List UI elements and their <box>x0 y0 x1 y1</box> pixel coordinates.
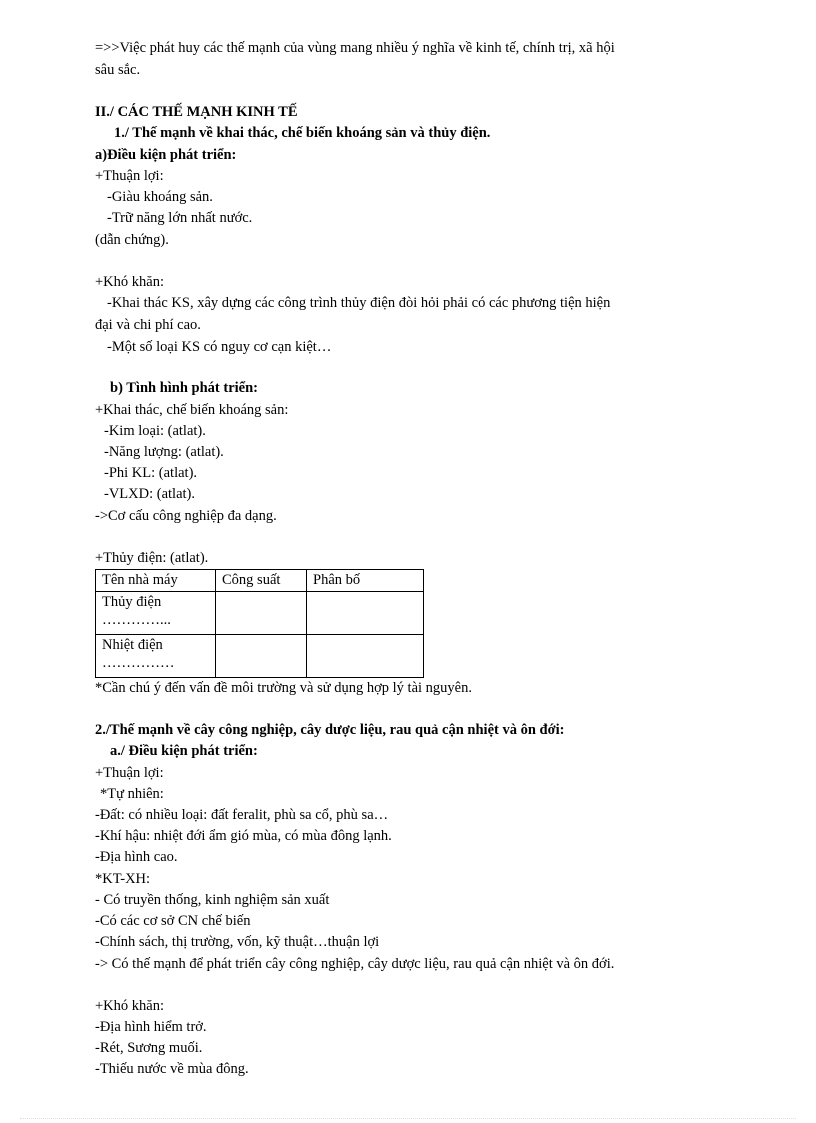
part1-dan-chung: (dẫn chứng). <box>95 232 169 248</box>
part1-kt-item: -Kim loại: (atlat). <box>104 423 206 439</box>
part2-tu-nhien: *Tự nhiên: <box>100 786 164 802</box>
part1-kt-item: -Phi KL: (atlat). <box>104 465 198 481</box>
page-bottom-rule <box>20 1118 796 1119</box>
plant-name: Nhiệt điện <box>102 637 163 653</box>
part1-kt-item: -VLXD: (atlat). <box>104 486 195 502</box>
part1-kk-line: -Khai thác KS, xây dựng các công trình thủy điện đòi hỏi phải có các phương tiện hiện <box>107 295 611 311</box>
part2-kk-item: -Thiếu nước về mùa đông. <box>95 1061 249 1077</box>
part2-tn-item: -Đất: có nhiều loại: đất feralit, phù sa cổ, phù sa… <box>95 807 389 823</box>
plant-name: Thủy điện <box>102 594 162 610</box>
table-header-cell: Tên nhà máy <box>96 570 216 592</box>
part1-kt-item: -Năng lượng: (atlat). <box>104 444 224 460</box>
part2-thuan-loi: +Thuận lợi: <box>95 765 164 781</box>
table-cell-capacity <box>216 592 307 635</box>
part2-ktxh-item: -Chính sách, thị trường, vốn, kỹ thuật…thuận lợi <box>95 934 380 950</box>
table-header-cell: Phân bố <box>307 570 424 592</box>
part1-b-heading: b) Tình hình phát triển: <box>110 380 259 396</box>
part1-kk-line: đại và chi phí cao. <box>95 317 201 333</box>
part2-tn-item: -Địa hình cao. <box>95 849 178 865</box>
plant-dots: …………… <box>102 655 175 671</box>
part1-thuan-loi: +Thuận lợi: <box>95 168 164 184</box>
part1-title: 1./ Thế mạnh về khai thác, chế biến khoáng sản và thủy điện. <box>114 125 491 141</box>
part1-tl-item: -Giàu khoáng sản. <box>107 189 213 205</box>
part2-kho-khan: +Khó khăn: <box>95 998 164 1014</box>
part1-note: *Cần chú ý đến vấn đề môi trường và sử dụng hợp lý tài nguyên. <box>95 680 472 696</box>
part1-thuy-dien: +Thủy điện: (atlat). <box>95 550 209 566</box>
part2-title: 2./Thế mạnh về cây công nghiệp, cây dược liệu, rau quả cận nhiệt và ôn đới: <box>95 722 565 738</box>
part2-ktxh-item: -Có các cơ sở CN chế biến <box>95 913 251 929</box>
part2-conclusion: -> Có thế mạnh để phát triển cây công nghiệp, cây dược liệu, rau quả cận nhiệt và ôn đới. <box>95 956 615 972</box>
table-row <box>96 592 424 635</box>
part1-co-cau: ->Cơ cấu công nghiệp đa dạng. <box>95 508 277 524</box>
power-plant-table <box>95 569 424 678</box>
part1-tl-item: -Trữ năng lớn nhất nước. <box>107 210 253 226</box>
table-row <box>96 635 424 678</box>
part2-kk-item: -Địa hình hiểm trở. <box>95 1019 207 1035</box>
part1-khai-thac: +Khai thác, chế biến khoáng sản: <box>95 402 289 418</box>
section-heading: II./ CÁC THẾ MẠNH KINH TẾ <box>95 104 298 120</box>
part2-kk-item: -Rét, Sương muối. <box>95 1040 203 1056</box>
part2-kt-xh: *KT-XH: <box>95 871 151 887</box>
part2-ktxh-item: - Có truyền thống, kinh nghiệm sản xuất <box>95 892 330 908</box>
table-header-cell: Công suất <box>216 570 307 592</box>
table-cell-location <box>307 635 424 678</box>
part2-a-heading: a./ Điều kiện phát triển: <box>110 743 258 759</box>
table-cell-name <box>96 635 216 678</box>
part1-a-heading: a)Điều kiện phát triển: <box>95 147 237 163</box>
intro-line-1: =>>Việc phát huy các thế mạnh của vùng mang nhiều ý nghĩa về kinh tế, chính trị, xã hội <box>95 40 615 56</box>
table-header-row <box>96 570 424 592</box>
table-cell-name <box>96 592 216 635</box>
part2-tn-item: -Khí hậu: nhiệt đới ẩm gió mùa, có mùa đông lạnh. <box>95 828 392 844</box>
table-cell-location <box>307 592 424 635</box>
plant-dots: …………... <box>102 612 171 628</box>
intro-line-2: sâu sắc. <box>95 62 141 78</box>
table-cell-capacity <box>216 635 307 678</box>
part1-kk-line: -Một số loại KS có nguy cơ cạn kiệt… <box>107 339 332 355</box>
part1-kho-khan: +Khó khăn: <box>95 274 164 290</box>
